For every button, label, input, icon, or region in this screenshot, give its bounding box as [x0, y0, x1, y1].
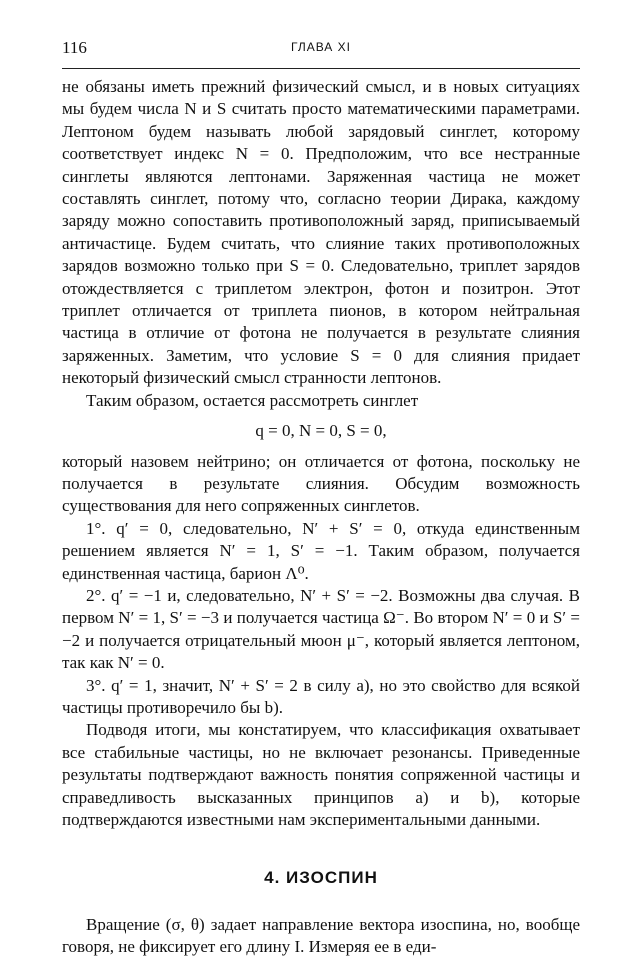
paragraph: Подводя итоги, мы констатируем, что классификация охватывает все стабильные частицы, но не включает резонансы. Приведенные результаты подтверждают важность понятия сопряженной частицы и справедливость высказанных принципов a) и b), которые подтверждаются известными нам экспериментальными данными. — [62, 720, 580, 829]
paragraph: 2°. q′ = −1 и, следовательно, N′ + S′ = −2. Возможны два случая. В первом N′ = 1, S′ = −3 и получается частица Ω⁻. Во втором N′ = 0 и S′ = −2 и получается отрицательный мюон μ⁻, который является лептоном, так как N′ = 0. — [62, 585, 580, 673]
chapter-title: ГЛАВА XI — [291, 40, 351, 54]
paragraph: не обязаны иметь прежний физический смысл, и в новых ситуациях мы будем числа N и S считать просто математическими параметрами. Лептоном будем называть любой зарядовый синглет, которому соответствует индекс N = 0. Предположим, что все нестранные синглеты являются лептонами. Заряженная частица не может составлять синглет, потому что, согласно теории Дирака, каждому заряду можно сопоставить противоположный заряд, приписываемый античастице. Будем считать, что слияние таких противоположных зарядов возможно только при S = 0. Следовательно, триплет зарядов отождествляется с триплетом электрон, фотон и позитрон. Этот триплет отличается от триплета пионов, в котором нейтральная частица в отличие от фотона не получается в результате слияния заряженных. Заметим, что условие S = 0 для слияния придает некоторый физический смысл странности лептонов. — [62, 77, 580, 388]
header-rule — [62, 68, 580, 69]
page-body — [62, 76, 580, 959]
paragraph: Вращение (σ, θ) задает направление вектора изоспина, но, вообще говоря, не фиксирует его длину I. Измеряя ее в еди- — [62, 914, 580, 957]
paragraph: 1°. q′ = 0, следовательно, N′ + S′ = 0, откуда единственным решением является N′ = 1, S′ = −1. Таким образом, получается единственная частица, барион Λ⁰. — [62, 518, 580, 583]
section-heading: 4. ИЗОСПИН — [264, 868, 378, 888]
equation: q = 0, N = 0, S = 0, — [255, 421, 387, 441]
paragraph: 3°. q′ = 1, значит, N′ + S′ = 2 в силу a), но это свойство для всякой частицы противоречило бы b). — [62, 675, 580, 717]
paragraph: Таким образом, остается рассмотреть синглет — [86, 390, 419, 410]
page-number: 116 — [62, 38, 87, 57]
running-header — [62, 38, 580, 64]
paragraph: который назовем нейтрино; он отличается от фотона, поскольку не получается в результате слияния. Обсудим возможность существования для него сопряженных синглетов. — [62, 451, 580, 516]
